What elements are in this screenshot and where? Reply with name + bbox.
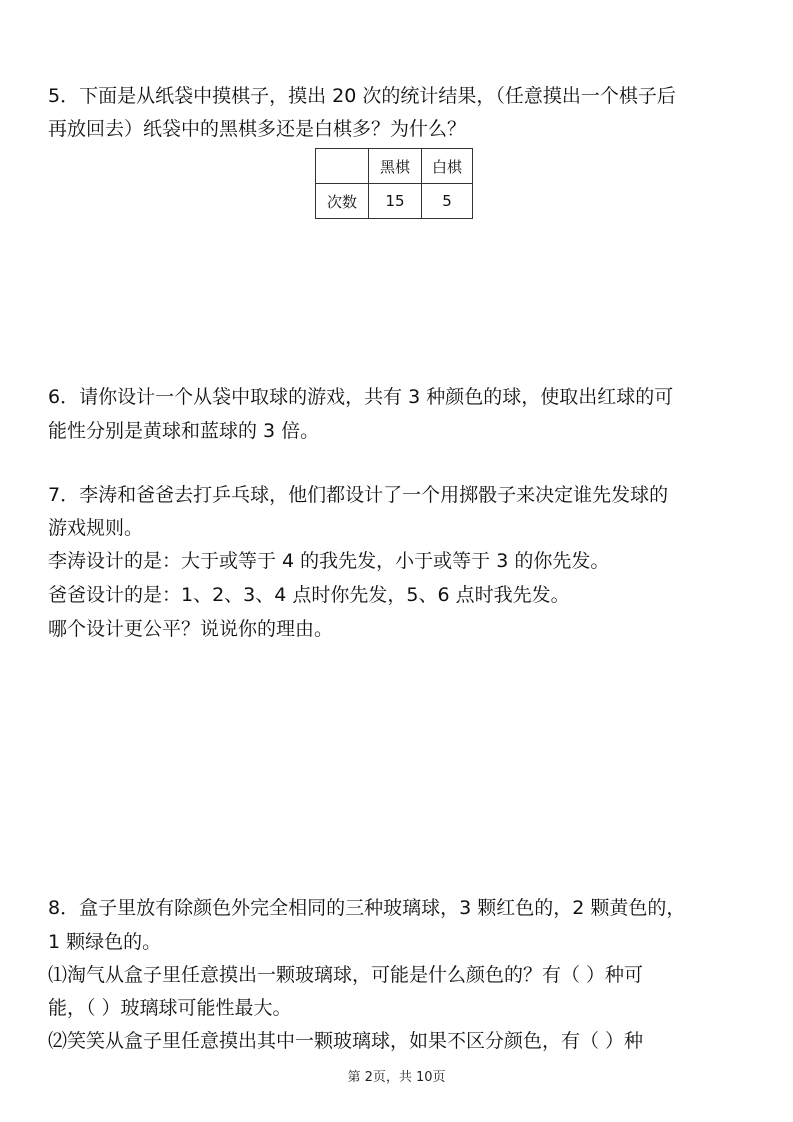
q8-line2: 1 颗绿色的。: [48, 931, 162, 953]
q7-line4: 爸爸设计的是：1、2、3、4 点时你先发，5、6 点时我先发。: [48, 584, 570, 606]
table-header-black: 黑棋: [369, 149, 422, 184]
page-footer: 第 2页，共 10页: [347, 1070, 446, 1085]
q7-line1: 7．李涛和爸爸去打乒乓球，他们都设计了一个用掷骰子来决定谁先发球的: [48, 484, 669, 506]
table-cell-black: 15: [369, 184, 422, 219]
q7-line3: 李涛设计的是：大于或等于 4 的我先发，小于或等于 3 的你先发。: [48, 550, 610, 572]
table-row: [316, 184, 473, 219]
table-row-label: 次数: [316, 184, 369, 219]
tally-table: [315, 148, 473, 219]
table-header-empty: [316, 149, 369, 184]
q8-line5: ⑵笑笑从盒子里任意摸出其中一颗玻璃球，如果不区分颜色，有（ ）种: [48, 1030, 644, 1052]
q6-line2: 能性分别是黄球和蓝球的 3 倍。: [48, 420, 320, 442]
q7-line2: 游戏规则。: [48, 517, 144, 539]
q8-line1: 8．盒子里放有除颜色外完全相同的三种玻璃球，3 颗红色的，2 颗黄色的，: [48, 897, 686, 919]
q8-line3: ⑴淘气从盒子里任意摸出一颗玻璃球，可能是什么颜色的？有（ ）种可: [48, 964, 644, 986]
q5-line1: 5．下面是从纸袋中摸棋子，摸出 20 次的统计结果，（任意摸出一个棋子后: [48, 85, 676, 107]
table-cell-white: 5: [422, 184, 473, 219]
q8-line4: 能，（ ）玻璃球可能性最大。: [48, 997, 292, 1019]
table-header-white: 白棋: [422, 149, 473, 184]
q7-line5: 哪个设计更公平？说说你的理由。: [48, 618, 334, 640]
q6-line1: 6．请你设计一个从袋中取球的游戏，共有 3 种颜色的球，使取出红球的可: [48, 386, 674, 408]
q5-line2: 再放回去）纸袋中的黑棋多还是白棋多？为什么？: [48, 118, 467, 140]
table-header-row: [316, 149, 473, 184]
